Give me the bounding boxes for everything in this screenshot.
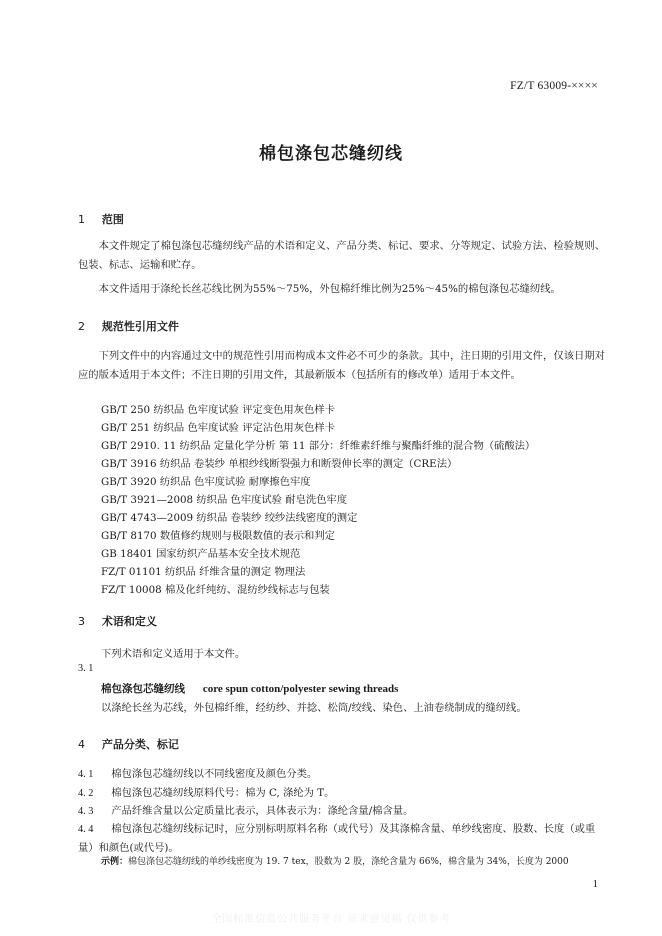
term-heading [101, 681, 398, 696]
example-label: 示例： [101, 857, 129, 867]
scope-paragraph-2: 本文件适用于涤纶长丝芯线比例为55%～75%，外包棉纤维比例为25%～45%的棉包涤包芯缝纫线。 [98, 283, 561, 295]
section-3-heading [78, 613, 157, 629]
document-title: 棉包涤包芯缝纫线 [259, 144, 403, 164]
reference-item: GB 18401 国家纺织产品基本安全技术规范 [101, 548, 301, 560]
section-1-heading [78, 211, 124, 227]
example-text: 棉包涤包芯缝纫线的单纱线密度为 19. 7 tex，股数为 2 股，涤纶含量为 66%，棉含量为 34%，长度为 2000 [128, 857, 569, 867]
clause-text: 产品纤维含量以公定质量比表示，具体表示为：涤纶含量/棉含量。 [111, 805, 414, 817]
clause-item [78, 802, 605, 821]
reference-item: FZ/T 01101 纺织品 纤维含量的测定 物理法 [101, 566, 306, 578]
term-name-chinese: 棉包涤包芯缝纫线 [101, 683, 185, 695]
scope-paragraph-1: 本文件规定了棉包涤包芯缝纫线产品的术语和定义、产品分类、标记、要求、分等规定、试验方法、检验规则、包装、标志、运输和贮存。 [78, 240, 605, 271]
clause-text: 棉包涤包芯缝纫线以不同线密度及颜色分类。 [111, 768, 318, 780]
section-title: 规范性引用文件 [101, 320, 179, 333]
reference-item: GB/T 251 纺织品 色牢度试验 评定沾色用灰色样卡 [101, 422, 335, 434]
watermark: 全国标准信息公共服务平台 征求意见稿 仅供参考 [211, 914, 451, 925]
clause-number: 4. 2 [78, 788, 94, 799]
section-2-heading [78, 318, 179, 334]
clause-item [78, 820, 605, 858]
clause-item [78, 784, 605, 803]
section-number: 2 [78, 320, 85, 333]
reference-list [101, 401, 535, 599]
clause-item [78, 765, 605, 784]
term-definition: 以涤纶长丝为芯线，外包棉纤维，经纺纱、并捻、松筒/绞线、染色、上油卷绕制成的缝纫线。 [101, 702, 527, 714]
reference-item: GB/T 8170 数值修约规则与极限数值的表示和判定 [101, 530, 335, 542]
reference-item: GB/T 4743—2009 纺织品 卷装纱 绞纱法线密度的测定 [101, 512, 358, 524]
reference-item: FZ/T 10008 棉及化纤纯纺、混纺纱线标志与包装 [101, 584, 330, 596]
section-number: 4 [78, 738, 85, 751]
term-name-english: core spun cotton/polyester sewing threads [202, 683, 399, 695]
reference-item: GB/T 250 纺织品 色牢度试验 评定变色用灰色样卡 [101, 404, 335, 416]
term-number: 3. 1 [78, 663, 94, 674]
section-title: 产品分类、标记 [101, 738, 179, 751]
reference-item: GB/T 3921—2008 纺织品 色牢度试验 耐皂洗色牢度 [101, 494, 348, 506]
clause-number: 4. 3 [78, 806, 94, 817]
reference-item: GB/T 3920 纺织品 色牢度试验 耐摩擦色牢度 [101, 476, 311, 488]
example-note [101, 854, 569, 867]
section-number: 3 [78, 615, 85, 628]
section-number: 1 [78, 213, 85, 226]
section-title: 范围 [101, 213, 124, 226]
reference-item: GB/T 2910. 11 纺织品 定量化学分析 第 11 部分：纤维素纤维与聚酯纤维的混合物（硫酸法） [101, 440, 536, 452]
section-title: 术语和定义 [101, 615, 157, 628]
clause-text: 棉包涤包芯缝纫线原料代号：棉为 C, 涤纶为 T。 [111, 787, 335, 799]
section-4-heading [78, 736, 179, 752]
clause-text: 棉包涤包芯缝纫线标记时，应分别标明原料名称（或代号）及其涤棉含量、单纱线密度、股数、长度（或重量）和颜色(或代号)。 [78, 823, 596, 854]
clause-number: 4. 1 [78, 769, 94, 780]
standard-code: FZ/T 63009-×××× [510, 80, 598, 92]
terms-intro: 下列术语和定义适用于本文件。 [101, 648, 246, 660]
clause-number: 4. 4 [78, 824, 94, 835]
page-number: 1 [592, 878, 598, 890]
normative-intro: 下列文件中的内容通过文中的规范性引用而构成本文件必不可少的条款。其中，注日期的引用文件，仅该日期对应的版本适用于本文件；不注日期的引用文件，其最新版本（包括所有的修改单）适用于本文件。 [78, 350, 605, 381]
reference-item: GB/T 3916 纺织品 卷装纱 单根纱线断裂强力和断裂伸长率的测定（CRE法） [101, 458, 458, 470]
